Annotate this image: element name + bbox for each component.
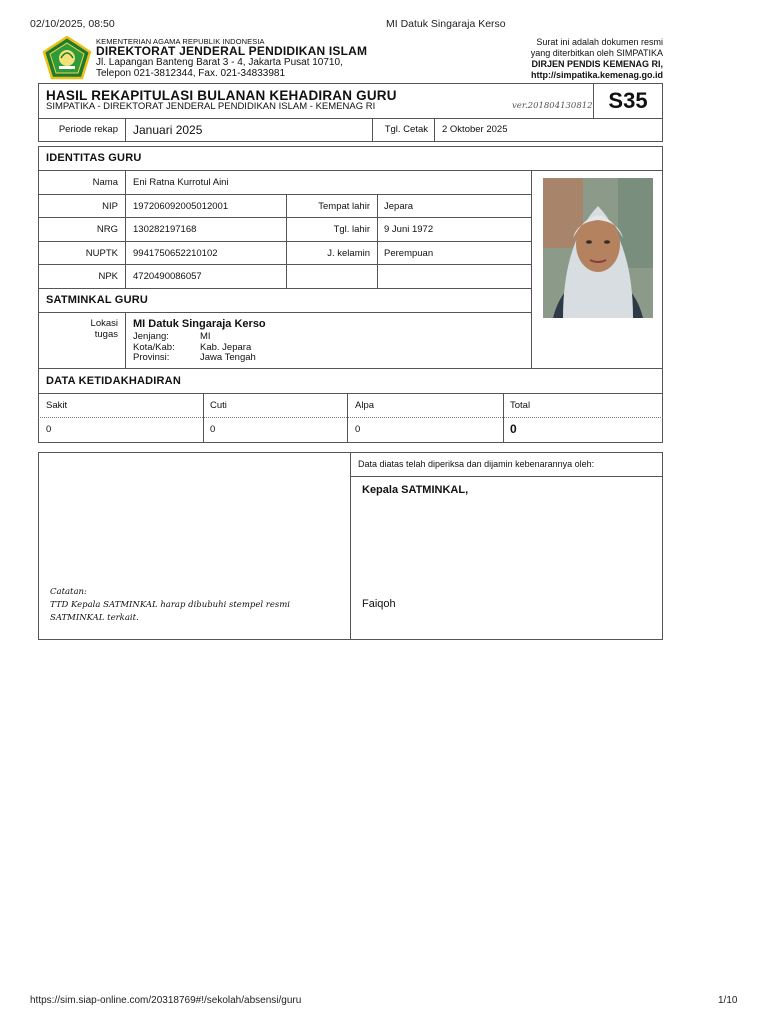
- kelamin-label: J. kelamin: [327, 248, 370, 259]
- report-title: HASIL REKAPITULASI BULANAN KEHADIRAN GURU: [46, 88, 397, 103]
- sakit-value: 0: [46, 424, 52, 435]
- alpa-value: 0: [355, 424, 361, 435]
- address-line-2: Telepon 021-3812344, Fax. 021-34833981: [96, 68, 286, 79]
- npk-value: 4720490086057: [133, 271, 202, 282]
- print-url: https://sim.siap-online.com/20318769#!/sekolah/absensi/guru: [30, 995, 302, 1006]
- lokasi-label-2: tugas: [94, 329, 118, 340]
- report-code: S35: [608, 88, 648, 113]
- tempat-lahir-label: Tempat lahir: [318, 201, 370, 212]
- report-version: ver.201804130812: [512, 101, 593, 111]
- satminkal-name: MI Datuk Singaraja Kerso: [133, 318, 266, 330]
- nama-label: Nama: [92, 177, 118, 188]
- note-line-2: SATMINKAL terkait.: [50, 613, 139, 623]
- identitas-heading: IDENTITAS GURU: [46, 152, 142, 164]
- official-note-3: DIRJEN PENDIS KEMENAG RI,: [531, 59, 663, 69]
- print-page-title: MI Datuk Singaraja Kerso: [386, 18, 506, 30]
- total-value: 0: [510, 422, 517, 436]
- cuti-label: Cuti: [210, 400, 227, 411]
- tgl-cetak-value: 2 Oktober 2025: [442, 124, 508, 135]
- print-datetime: 02/10/2025, 08:50: [30, 18, 115, 30]
- periode-value: Januari 2025: [133, 123, 203, 137]
- signer-role: Kepala SATMINKAL,: [362, 484, 469, 496]
- official-note-1: Surat ini adalah dokumen resmi: [536, 37, 663, 47]
- official-url: http://simpatika.kemenag.go.id: [530, 70, 663, 80]
- teacher-photo: [543, 178, 653, 318]
- provinsi-value: Jawa Tengah: [200, 352, 256, 363]
- alpa-label: Alpa: [355, 400, 375, 411]
- sakit-label: Sakit: [46, 400, 68, 411]
- signer-name: Faiqoh: [362, 598, 396, 610]
- print-page-number: 1/10: [718, 995, 738, 1006]
- letterhead-address: [96, 57, 343, 79]
- periode-label: Periode rekap: [58, 124, 118, 135]
- total-label: Total: [510, 400, 531, 411]
- address-line-1: Jl. Lapangan Banteng Barat 3 - 4, Jakarta Pusat 10710,: [96, 57, 343, 68]
- jenjang-value: MI: [200, 331, 211, 342]
- tgl-lahir-value: 9 Juni 1972: [384, 224, 434, 235]
- nuptk-label: NUPTK: [85, 248, 118, 259]
- nrg-label: NRG: [96, 224, 118, 235]
- kelamin-value: Perempuan: [384, 248, 434, 259]
- nama-value: Eni Ratna Kurrotul Aini: [133, 177, 229, 188]
- provinsi-label: Provinsi:: [133, 352, 170, 363]
- npk-label: NPK: [98, 271, 118, 282]
- note: [50, 586, 290, 625]
- tgl-lahir-label: Tgl. lahir: [333, 224, 370, 235]
- ketidakhadiran-heading: DATA KETIDAKHADIRAN: [46, 375, 181, 387]
- lokasi-label-1: Lokasi: [90, 318, 118, 329]
- satminkal-heading: SATMINKAL GURU: [46, 294, 148, 306]
- kemenag-logo-icon: [42, 36, 92, 80]
- letterhead-org: KEMENTERIAN AGAMA REPUBLIK INDONESIA: [96, 37, 265, 46]
- cuti-value: 0: [210, 424, 216, 435]
- nip-value: 197206092005012001: [133, 201, 229, 212]
- kota-value: Kab. Jepara: [200, 341, 252, 353]
- kota-label: Kota/Kab:: [133, 341, 175, 353]
- tempat-lahir-value: Jepara: [384, 201, 414, 212]
- satminkal-details: [133, 332, 256, 364]
- note-line-1: TTD Kepala SATMINKAL harap dibubuhi stempel resmi: [50, 600, 291, 610]
- report-subtitle: SIMPATIKA - DIREKTORAT JENDERAL PENDIDIKAN ISLAM - KEMENAG RI: [46, 101, 376, 112]
- letterhead-directorate: DIREKTORAT JENDERAL PENDIDIKAN ISLAM: [96, 44, 368, 58]
- jenjang-label: Jenjang:: [133, 331, 169, 342]
- note-label: Catatan:: [50, 587, 87, 597]
- tgl-cetak-label: Tgl. Cetak: [384, 124, 428, 135]
- verification-statement: Data diatas telah diperiksa dan dijamin kebenarannya oleh:: [358, 459, 595, 469]
- nip-label: NIP: [102, 201, 118, 212]
- official-note-2: yang diterbitkan oleh SIMPATIKA: [530, 48, 663, 58]
- nuptk-value: 9941750652210102: [133, 248, 218, 259]
- nrg-value: 130282197168: [133, 224, 197, 235]
- letterhead-right: [531, 37, 663, 81]
- periode-row: [38, 118, 663, 142]
- lokasi-tugas-label: [40, 318, 118, 340]
